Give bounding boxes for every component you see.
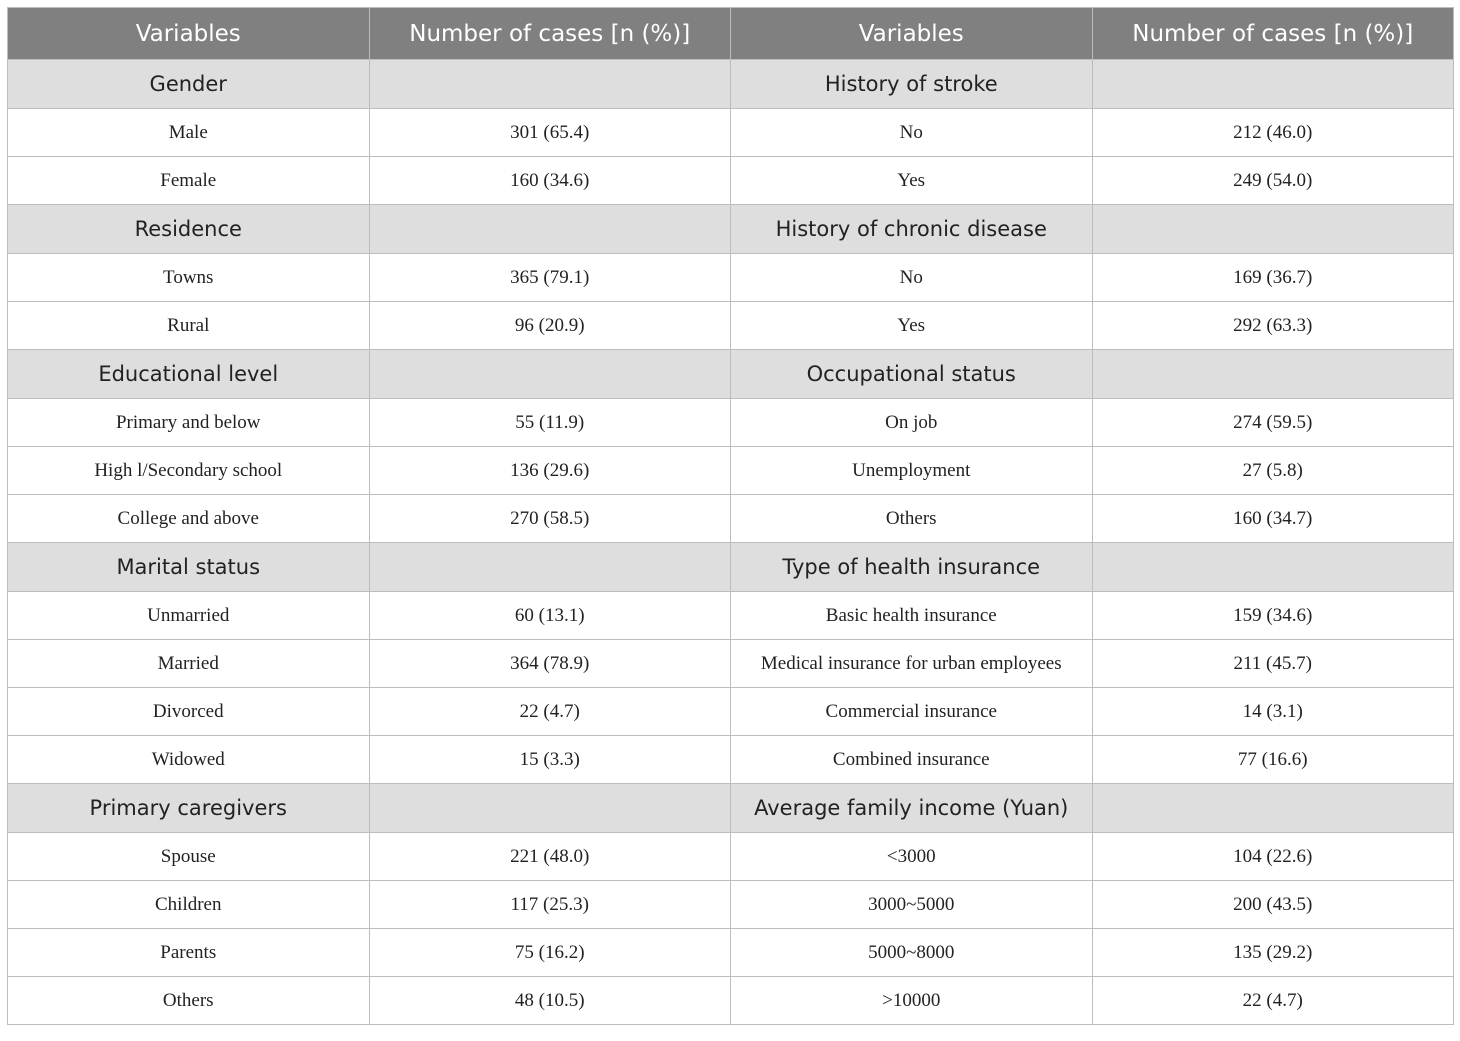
variable-cell: Unemployment (731, 447, 1093, 495)
variable-cell: Basic health insurance (731, 592, 1093, 640)
count-cell: 365 (79.1) (369, 254, 731, 302)
section-row (8, 784, 1454, 833)
count-cell: 159 (34.6) (1092, 592, 1454, 640)
table-row (8, 833, 1454, 881)
section-label: Type of health insurance (731, 543, 1093, 592)
variable-cell: Male (8, 109, 370, 157)
table-row (8, 399, 1454, 447)
section-value (1092, 205, 1454, 254)
count-cell: 104 (22.6) (1092, 833, 1454, 881)
count-cell: 48 (10.5) (369, 977, 731, 1025)
section-value (369, 205, 731, 254)
count-cell: 60 (13.1) (369, 592, 731, 640)
variable-cell: Unmarried (8, 592, 370, 640)
count-cell: 301 (65.4) (369, 109, 731, 157)
variable-cell: Combined insurance (731, 736, 1093, 784)
section-value (369, 350, 731, 399)
table-row (8, 881, 1454, 929)
table-row (8, 495, 1454, 543)
variable-cell: Others (731, 495, 1093, 543)
header-row (8, 8, 1454, 60)
variable-cell: Rural (8, 302, 370, 350)
section-label: Primary caregivers (8, 784, 370, 833)
variable-cell: Commercial insurance (731, 688, 1093, 736)
variable-cell: Primary and below (8, 399, 370, 447)
count-cell: 55 (11.9) (369, 399, 731, 447)
section-value (1092, 350, 1454, 399)
count-cell: 75 (16.2) (369, 929, 731, 977)
demographics-table (7, 7, 1454, 1025)
count-cell: 200 (43.5) (1092, 881, 1454, 929)
count-cell: 77 (16.6) (1092, 736, 1454, 784)
section-label: History of stroke (731, 60, 1093, 109)
table-row (8, 109, 1454, 157)
variable-cell: No (731, 109, 1093, 157)
variable-cell: Divorced (8, 688, 370, 736)
header-cell-variables: Variables (731, 8, 1093, 60)
table-row (8, 592, 1454, 640)
header-cell-number-of-cases: Number of cases [n (%)] (1092, 8, 1454, 60)
count-cell: 274 (59.5) (1092, 399, 1454, 447)
table-row (8, 157, 1454, 205)
section-label: Residence (8, 205, 370, 254)
table-row (8, 736, 1454, 784)
table-container (7, 7, 1453, 1025)
count-cell: 160 (34.7) (1092, 495, 1454, 543)
header-cell-number-of-cases: Number of cases [n (%)] (369, 8, 731, 60)
count-cell: 160 (34.6) (369, 157, 731, 205)
count-cell: 27 (5.8) (1092, 447, 1454, 495)
count-cell: 292 (63.3) (1092, 302, 1454, 350)
section-row (8, 60, 1454, 109)
count-cell: 211 (45.7) (1092, 640, 1454, 688)
section-label: History of chronic disease (731, 205, 1093, 254)
variable-cell: Children (8, 881, 370, 929)
table-row (8, 977, 1454, 1025)
count-cell: 270 (58.5) (369, 495, 731, 543)
table-row (8, 254, 1454, 302)
variable-cell: Parents (8, 929, 370, 977)
section-label: Gender (8, 60, 370, 109)
table-row (8, 640, 1454, 688)
section-label: Occupational status (731, 350, 1093, 399)
section-row (8, 350, 1454, 399)
section-label: Marital status (8, 543, 370, 592)
section-value (1092, 543, 1454, 592)
variable-cell: High l/Secondary school (8, 447, 370, 495)
count-cell: 169 (36.7) (1092, 254, 1454, 302)
variable-cell: Yes (731, 302, 1093, 350)
variable-cell: Married (8, 640, 370, 688)
variable-cell: Female (8, 157, 370, 205)
count-cell: 212 (46.0) (1092, 109, 1454, 157)
section-row (8, 543, 1454, 592)
table-row (8, 688, 1454, 736)
count-cell: 22 (4.7) (369, 688, 731, 736)
count-cell: 96 (20.9) (369, 302, 731, 350)
variable-cell: Medical insurance for urban employees (731, 640, 1093, 688)
variable-cell: <3000 (731, 833, 1093, 881)
variable-cell: Yes (731, 157, 1093, 205)
table-row (8, 929, 1454, 977)
section-value (369, 784, 731, 833)
header-cell-variables: Variables (8, 8, 370, 60)
variable-cell: 5000~8000 (731, 929, 1093, 977)
variable-cell: Widowed (8, 736, 370, 784)
variable-cell: Others (8, 977, 370, 1025)
variable-cell: College and above (8, 495, 370, 543)
table-row (8, 302, 1454, 350)
variable-cell: >10000 (731, 977, 1093, 1025)
section-label: Educational level (8, 350, 370, 399)
table-row (8, 447, 1454, 495)
count-cell: 364 (78.9) (369, 640, 731, 688)
variable-cell: Spouse (8, 833, 370, 881)
count-cell: 136 (29.6) (369, 447, 731, 495)
section-value (369, 60, 731, 109)
count-cell: 221 (48.0) (369, 833, 731, 881)
section-value (1092, 60, 1454, 109)
section-value (369, 543, 731, 592)
count-cell: 14 (3.1) (1092, 688, 1454, 736)
section-value (1092, 784, 1454, 833)
variable-cell: On job (731, 399, 1093, 447)
section-row (8, 205, 1454, 254)
count-cell: 15 (3.3) (369, 736, 731, 784)
count-cell: 135 (29.2) (1092, 929, 1454, 977)
count-cell: 22 (4.7) (1092, 977, 1454, 1025)
section-label: Average family income (Yuan) (731, 784, 1093, 833)
variable-cell: 3000~5000 (731, 881, 1093, 929)
count-cell: 117 (25.3) (369, 881, 731, 929)
variable-cell: No (731, 254, 1093, 302)
variable-cell: Towns (8, 254, 370, 302)
count-cell: 249 (54.0) (1092, 157, 1454, 205)
